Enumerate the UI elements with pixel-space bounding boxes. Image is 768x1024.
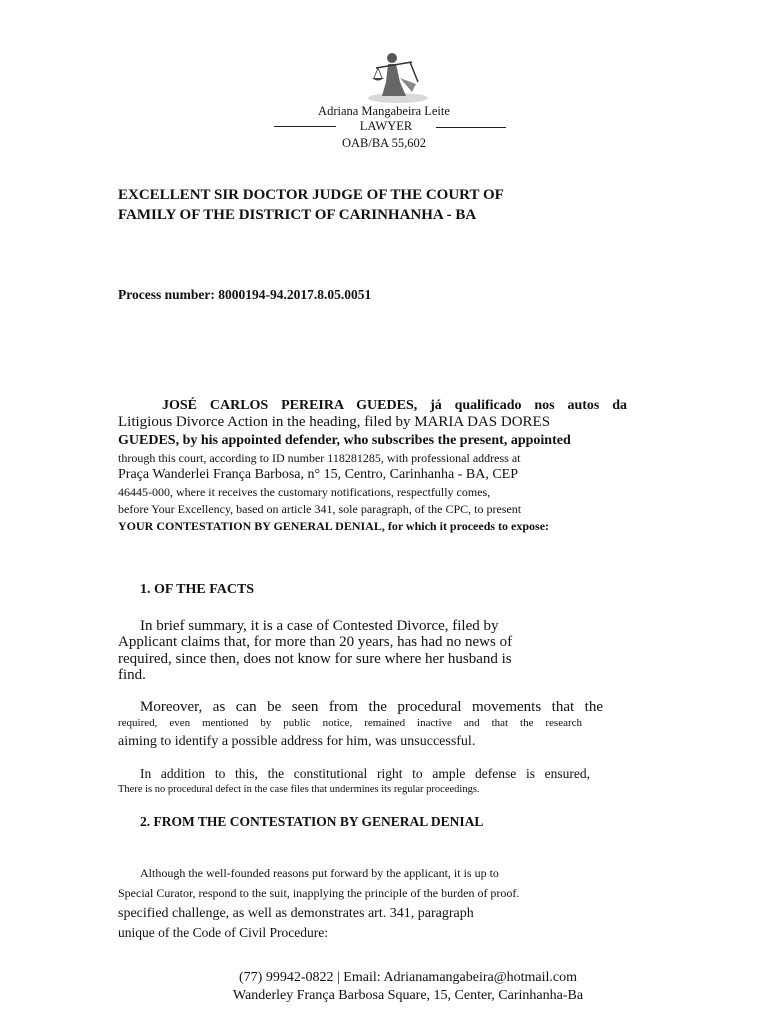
paragraph-line: Special Curator, respond to the suit, inapplying the principle of the burden of proof.: [118, 886, 520, 900]
paragraph-line: find.: [118, 667, 146, 683]
intro-line: GUEDES, by his appointed defender, who subscribes the present, appointed: [118, 433, 571, 448]
section-2-heading: 2. FROM THE CONTESTATION BY GENERAL DENIAL: [140, 814, 484, 829]
intro-line: Praça Wanderlei França Barbosa, n° 15, Centro, Carinhanha - BA, CEP: [118, 467, 518, 482]
section-1-heading: 1. OF THE FACTS: [140, 582, 255, 597]
paragraph-line: required, since then, does not know for sure where her husband is: [118, 651, 512, 667]
process-number: Process number: 8000194-94.2017.8.05.0051: [118, 287, 372, 302]
paragraph-line: Applicant claims that, for more than 20 years, has had no news of: [118, 634, 513, 650]
addressee-line-1: EXCELLENT SIR DOCTOR JUDGE OF THE COURT OF: [118, 187, 504, 203]
paragraph-line: In addition to this, the constitutional right to ample defense is ensured,: [140, 766, 590, 781]
paragraph-line: There is no procedural defect in the case files that undermines its regular proceedings.: [118, 784, 480, 795]
intro-line: 46445-000, where it receives the customary notifications, respectfully comes,: [118, 485, 491, 499]
paragraph-line: In brief summary, it is a case of Contested Divorce, filed by: [140, 618, 499, 634]
intro-line: through this court, according to ID number 118281285, with professional address at: [118, 451, 521, 465]
paragraph-line: required, even mentioned by public notice, remained inactive and that the research: [118, 717, 582, 729]
intro-line: JOSÉ CARLOS PEREIRA GUEDES, já qualificado nos autos da: [162, 398, 627, 413]
paragraph-line: Although the well-founded reasons put forward by the applicant, it is up to: [140, 866, 499, 880]
lawyer-title: LAWYER: [359, 119, 413, 133]
paragraph-line: aiming to identify a possible address for him, was unsuccessful.: [118, 734, 476, 749]
paragraph-line: unique of the Code of Civil Procedure:: [118, 925, 328, 940]
header-rule-right: [436, 127, 506, 128]
justice-statue-logo-icon: [362, 48, 430, 104]
paragraph-line: specified challenge, as well as demonstrates art. 341, paragraph: [118, 906, 474, 921]
addressee-line-2: FAMILY OF THE DISTRICT OF CARINHANHA - BA: [118, 207, 477, 223]
header-rule-left: [274, 126, 336, 127]
footer-address: Wanderley França Barbosa Square, 15, Center, Carinhanha-Ba: [232, 988, 584, 1003]
intro-line: Litigious Divorce Action in the heading, filed by MARIA DAS DORES: [118, 414, 551, 430]
paragraph-line: Moreover, as can be seen from the procedural movements that the: [140, 699, 603, 715]
lawyer-name: Adriana Mangabeira Leite: [318, 104, 450, 118]
intro-line: YOUR CONTESTATION BY GENERAL DENIAL, for which it proceeds to expose:: [118, 519, 550, 533]
oab-number: OAB/BA 55,602: [341, 136, 427, 150]
intro-line: before Your Excellency, based on article 341, sole paragraph, of the CPC, to present: [118, 502, 522, 516]
footer-contact: (77) 99942-0822 | Email: Adrianamangabeira@hotmail.com: [239, 970, 577, 985]
